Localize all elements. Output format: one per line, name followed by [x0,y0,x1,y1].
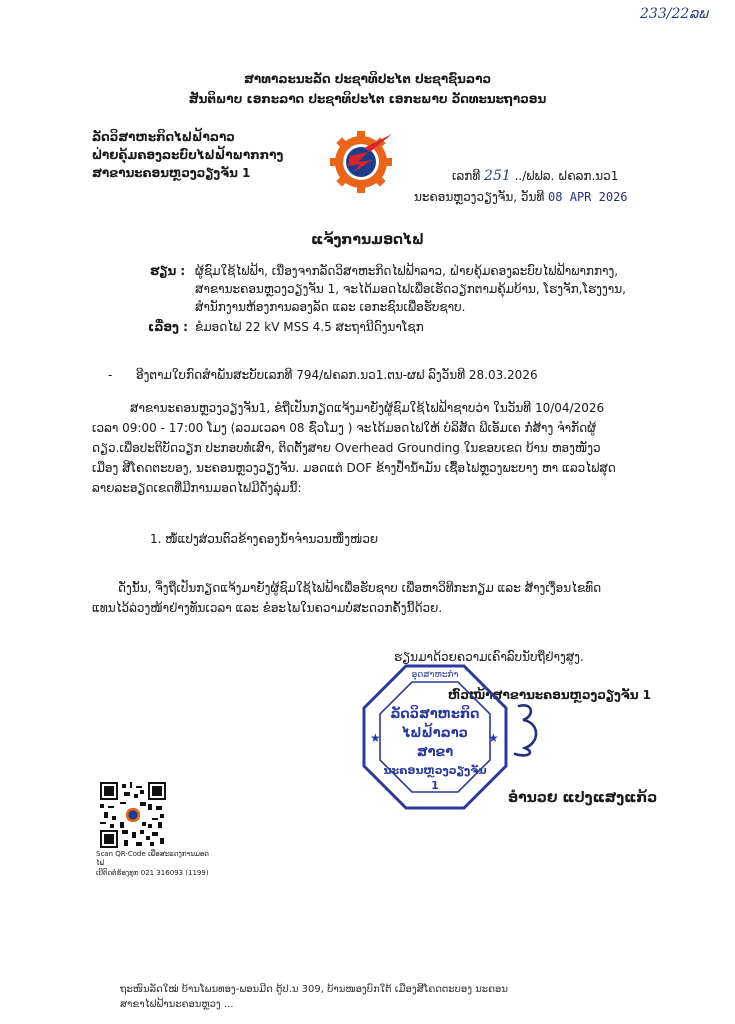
subject-text: ຂໍມອດໄຟ 22 kV MSS 4.5 ສະຖານີດົງນາໂຊກ [195,320,424,334]
reference-date-line [414,188,724,206]
to-label: ຮຽນ : [150,264,186,278]
qr-caption-line-1: Scan QR-Code ເພື່ອສະແດງການມອດໄຟ [96,850,209,868]
stamp-center-text [382,706,488,794]
footer [120,982,720,1012]
national-motto: ສັນຕິພາບ ເອກະລາດ ປະຊາທິປະໄຕ ເອກະພາບ ວັດທະນະຖາວອນ [188,92,547,106]
footer-line-2: ສາຂາໄຟຟ້ານະຄອນຫຼວງ ... [120,999,234,1010]
ref-number-value: 251 [484,168,511,184]
to-text [195,262,715,316]
footer-line-1: ຖະໜົນລັດໃໝ່ ບ້ານໂພນທອງ-ພອນມີດ ຕູ້ປ.ນ 309, ບ້ານໜອງບົກໃຕ້ ເມືອງສີໂຄດຕະບອງ ນະຄອນ [120,984,508,995]
qr-caption [96,850,216,878]
p1-line-1: ສາຂານະຄອນຫຼວງວຽງຈັນ1, ຂໍຖືເປັນກຽດແຈ້ງມາຍັງຜູ້ຊົມໃຊ້ໄຟຟ້າຊາບວ່າ ໃນວັນທີ 10/04/2026 [130,401,605,415]
document-title: ແຈ້ງການມອດໄຟ [311,232,424,248]
org-line-3: ສາຂານະຄອນຫຼວງວຽງຈັນ 1 [92,166,251,180]
ref-number-label: ເລກທີ [452,169,481,183]
closing-line: ຮຽນມາດ້ວຍຄວາມເຄົາລົບນັບຖືຢ່າງສູງ. [394,650,584,664]
to-line-2: ສາຂານະຄອນຫຼວງວຽງຈັນ 1, ຈະໄດ້ມອດໄຟເພື່ອເຮັດວຽກຕາມຄຸ້ມບ້ານ, ໂຮງຈັກ,ໂຮງງານ, [195,282,626,296]
p1-line-3: ດຽວ.ເພື່ອປະຕິບັດວຽກ ປະກອບທໍ່ເສົາ, ຕິດຕັ້ງສາຍ Overhead Grounding ໃນຂອບເຂດ ບ້ານ ຫອງໜັງວ [92,441,601,455]
stamp-line-2: ໄຟຟ້າລາວ ສາຂາ [402,725,468,760]
ref-number-suffix: ../ຟຟລ. ຝຄລກ.ນວ1 [514,169,619,183]
ref-date-prefix: ນະຄອນຫຼວງວຽງຈັນ, ວັນທີ [414,190,545,204]
qr-code [100,782,166,848]
body-paragraph-1 [92,398,692,498]
ref-date-stamp: 08 APR 2026 [548,190,628,204]
country-line: ສາທາລະນະລັດ ປະຊາທິປະໄຕ ປະຊາຊົນລາວ [243,72,492,86]
p1-line-5: ລາຍລະອຽດເຂດທີ່ມີການມອດໄຟມີດັ່ງລຸ່ມນີ້: [92,481,302,495]
subject-label: ເລື່ອງ : [148,320,188,334]
p1-line-4: ເມືອງ ສີໂຄດຕະບອງ, ນະຄອນຫຼວງວຽງຈັນ. ມອດແຕ່ DOF ຂ້າງປ້ຳນ້ຳມັນ ເຊື້ອໄຟຫຼວງພະບາງ ຫາ ແລວໄຟສຸດ [92,461,616,475]
edl-logo [328,126,398,196]
stamp-top-text: ອຸດສາຫະກຳ [411,670,459,680]
org-block [92,128,312,182]
p2-line-1: ດັ່ງນັ້ນ, ຈຶ່ງຖືເປັນກຽດແຈ້ງມາຍັງຜູ້ຊົມໃຊ້ໄຟຟ້າເພື່ອຮັບຊາບ ເພື່ອຫາວິທີກະກຽມ ແລະ ສ້າງເງື່ອນໄຂທົດ [118,581,602,595]
org-line-1: ລັດວິສາຫະກິດໄຟຟ້າລາວ [92,130,235,144]
reference-dash: - [108,368,113,382]
reference-number-line [452,166,722,187]
official-stamp [360,662,510,812]
qr-caption-line-2: ເບີຕິດຕໍ່ຮ້ອງທຸກ 021 316093 (1199) [96,868,209,877]
p1-line-2: ເວລາ 09:00 - 17:00 ໂມງ (ລວມເວລາ 08 ຊົ່ວໂມງ ) ຈະໄດ້ມອດໄຟໃຫ້ ບໍລິສັດ ພີເອັມເຄ ກໍ່ສ້າງ ຈຳກັດຜູ້ [92,421,597,435]
p2-line-2: ແທນໄວ້ລ່ວງໜ້າຢ່າງທັນເວລາ ແລະ ຂໍອະໄພໃນຄວາມບໍ່ສະດວກຄັ້ງນີ້ດ້ວຍ. [92,601,443,615]
reference-line: ອີງຕາມໃບກົດສຳພັນສະບັບເລກທີ 794/ຝຄລກ.ນວ1.ຕນ-ຜຟ ລົງວັນທີ 28.03.2026 [136,368,538,382]
body-paragraph-2 [92,578,692,618]
corner-handwritten-note: 233/22ລພ [640,6,708,22]
stamp-star-icon: ★ [370,731,381,745]
to-line-1: ຜູ້ຊົມໃຊ້ໄຟຟ້າ, ເນື່ອງຈາກລັດວິສາຫະກິດໄຟຟ້າລາວ, ຝ່າຍຄຸ້ມຄອງລະບົບໄຟຟ້າພາກກາງ, [195,264,619,278]
signatory-name: ອຳນວຍ ແປງແສງແກ້ວ [508,790,658,806]
stamp-star-icon: ★ [488,731,499,745]
org-line-2: ຝ່າຍຄຸ້ມຄອງລະບົບໄຟຟ້າພາກກາງ [92,148,284,162]
stamp-line-1: ລັດວິສາຫະກິດ [390,707,480,722]
signature-mark [505,700,565,760]
list-item: 1. ໜໍ້ແປງສ່ວນຕົວຂ້າງຄອງນ້ຳຈຳນວນໜຶ່ງໜ່ວຍ [150,532,379,546]
to-line-3: ສຳນັກງານຫ້ອງການລອງລັດ ແລະ ເອກະຊົນເພື່ອຮັບຊາບ. [195,300,466,314]
signature-title: ຫົວໜ້າສາຂານະຄອນຫຼວງວຽງຈັນ 1 [448,688,651,702]
stamp-line-3: ນະຄອນຫຼວງວຽງຈັນ 1 [383,763,487,793]
